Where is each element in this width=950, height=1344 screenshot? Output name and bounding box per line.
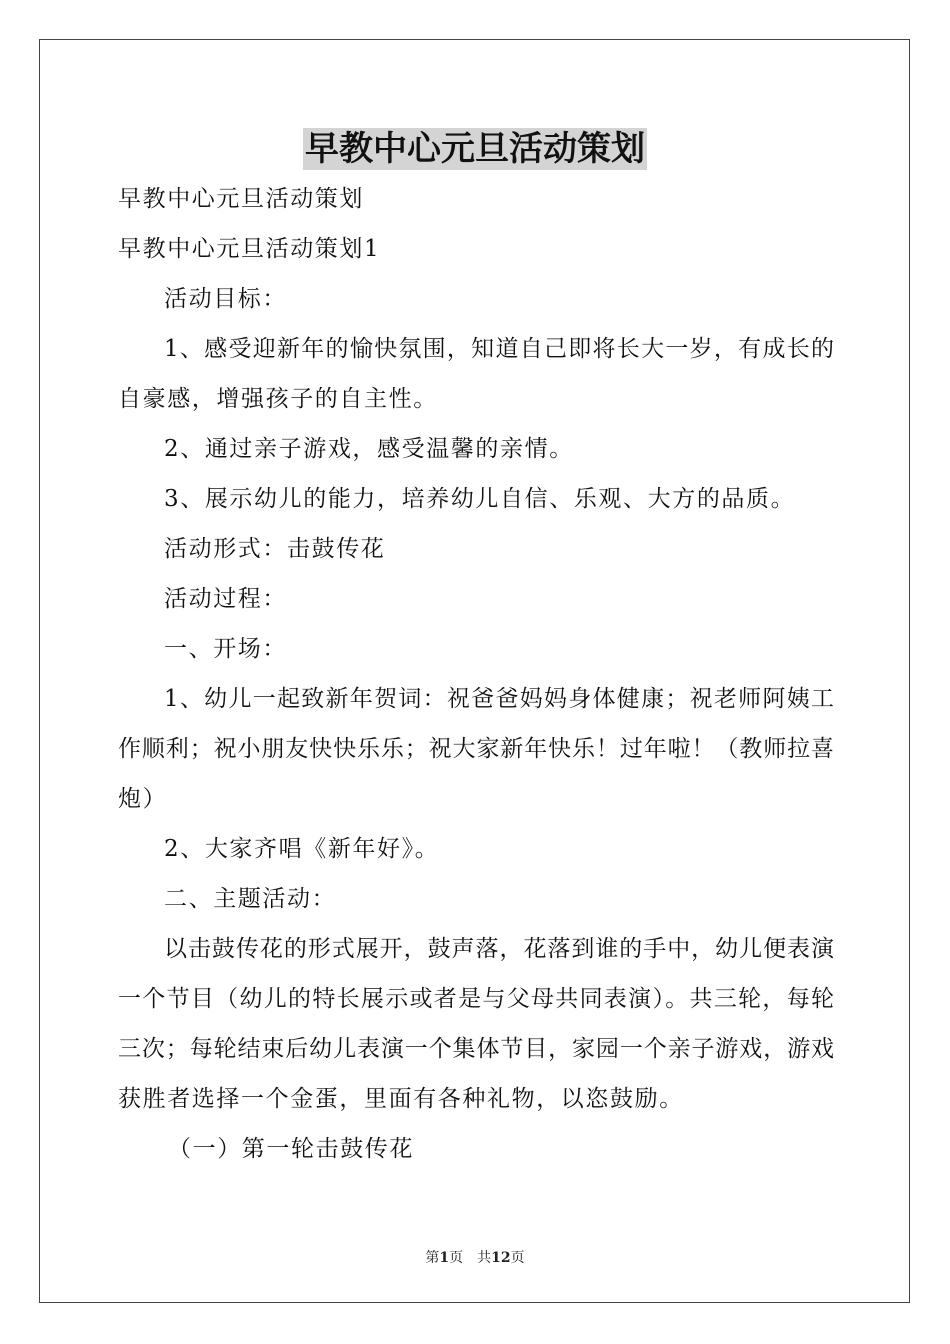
paragraph-line: 活动过程： bbox=[164, 586, 287, 612]
paragraph-line: 炮） bbox=[118, 786, 168, 812]
document-body bbox=[118, 174, 834, 1174]
page-footer bbox=[0, 1247, 950, 1267]
paragraph-line: 一、开场： bbox=[164, 636, 287, 662]
paragraph-line: 自豪感，增强孩子的自主性。 bbox=[118, 386, 438, 412]
paragraph-line: 2、通过亲子游戏，感受温馨的亲情。 bbox=[164, 436, 574, 462]
total-suffix: 页 bbox=[510, 1250, 525, 1266]
paragraph-line: 2、大家齐唱《新年好》。 bbox=[164, 836, 440, 862]
paragraph-line: 二、主题活动： bbox=[164, 886, 337, 912]
page-suffix: 页 bbox=[449, 1250, 464, 1266]
document-title: 早教中心元旦活动策划 bbox=[305, 129, 645, 169]
paragraph-line: 3、展示幼儿的能力，培养幼儿自信、乐观、大方的品质。 bbox=[164, 486, 796, 512]
page-total: 12 bbox=[491, 1250, 511, 1266]
paragraph-line: 1、感受迎新年的愉快氛围，知道自己即将长大一岁，有成长的 bbox=[164, 336, 834, 362]
paragraph-line: 活动形式：击鼓传花 bbox=[164, 536, 386, 562]
subtitle-line: 早教中心元旦活动策划 bbox=[118, 186, 364, 212]
paragraph-line: 作顺利；祝小朋友快快乐乐；祝大家新年快乐！过年啦！（教师拉喜 bbox=[118, 736, 834, 762]
paragraph-line: （一）第一轮击鼓传花 bbox=[168, 1136, 414, 1162]
page-current: 1 bbox=[439, 1250, 450, 1266]
paragraph-line: 以击鼓传花的形式展开，鼓声落，花落到谁的手中，幼儿便表演 bbox=[164, 936, 834, 962]
total-prefix: 共 bbox=[477, 1250, 492, 1266]
paragraph-line: 1、幼儿一起致新年贺词：祝爸爸妈妈身体健康；祝老师阿姨工 bbox=[164, 686, 834, 712]
paragraph-line: 三次；每轮结束后幼儿表演一个集体节目，家园一个亲子游戏，游戏 bbox=[118, 1036, 834, 1062]
paragraph-line: 活动目标： bbox=[164, 286, 287, 312]
paragraph-line: 获胜者选择一个金蛋，里面有各种礼物，以恣鼓励。 bbox=[118, 1086, 684, 1112]
page-prefix: 第 bbox=[425, 1250, 440, 1266]
section-heading: 早教中心元旦活动策划1 bbox=[118, 236, 381, 262]
paragraph-line: 一个节目（幼儿的特长展示或者是与父母共同表演）。共三轮，每轮 bbox=[118, 986, 834, 1012]
title-container bbox=[0, 128, 950, 170]
